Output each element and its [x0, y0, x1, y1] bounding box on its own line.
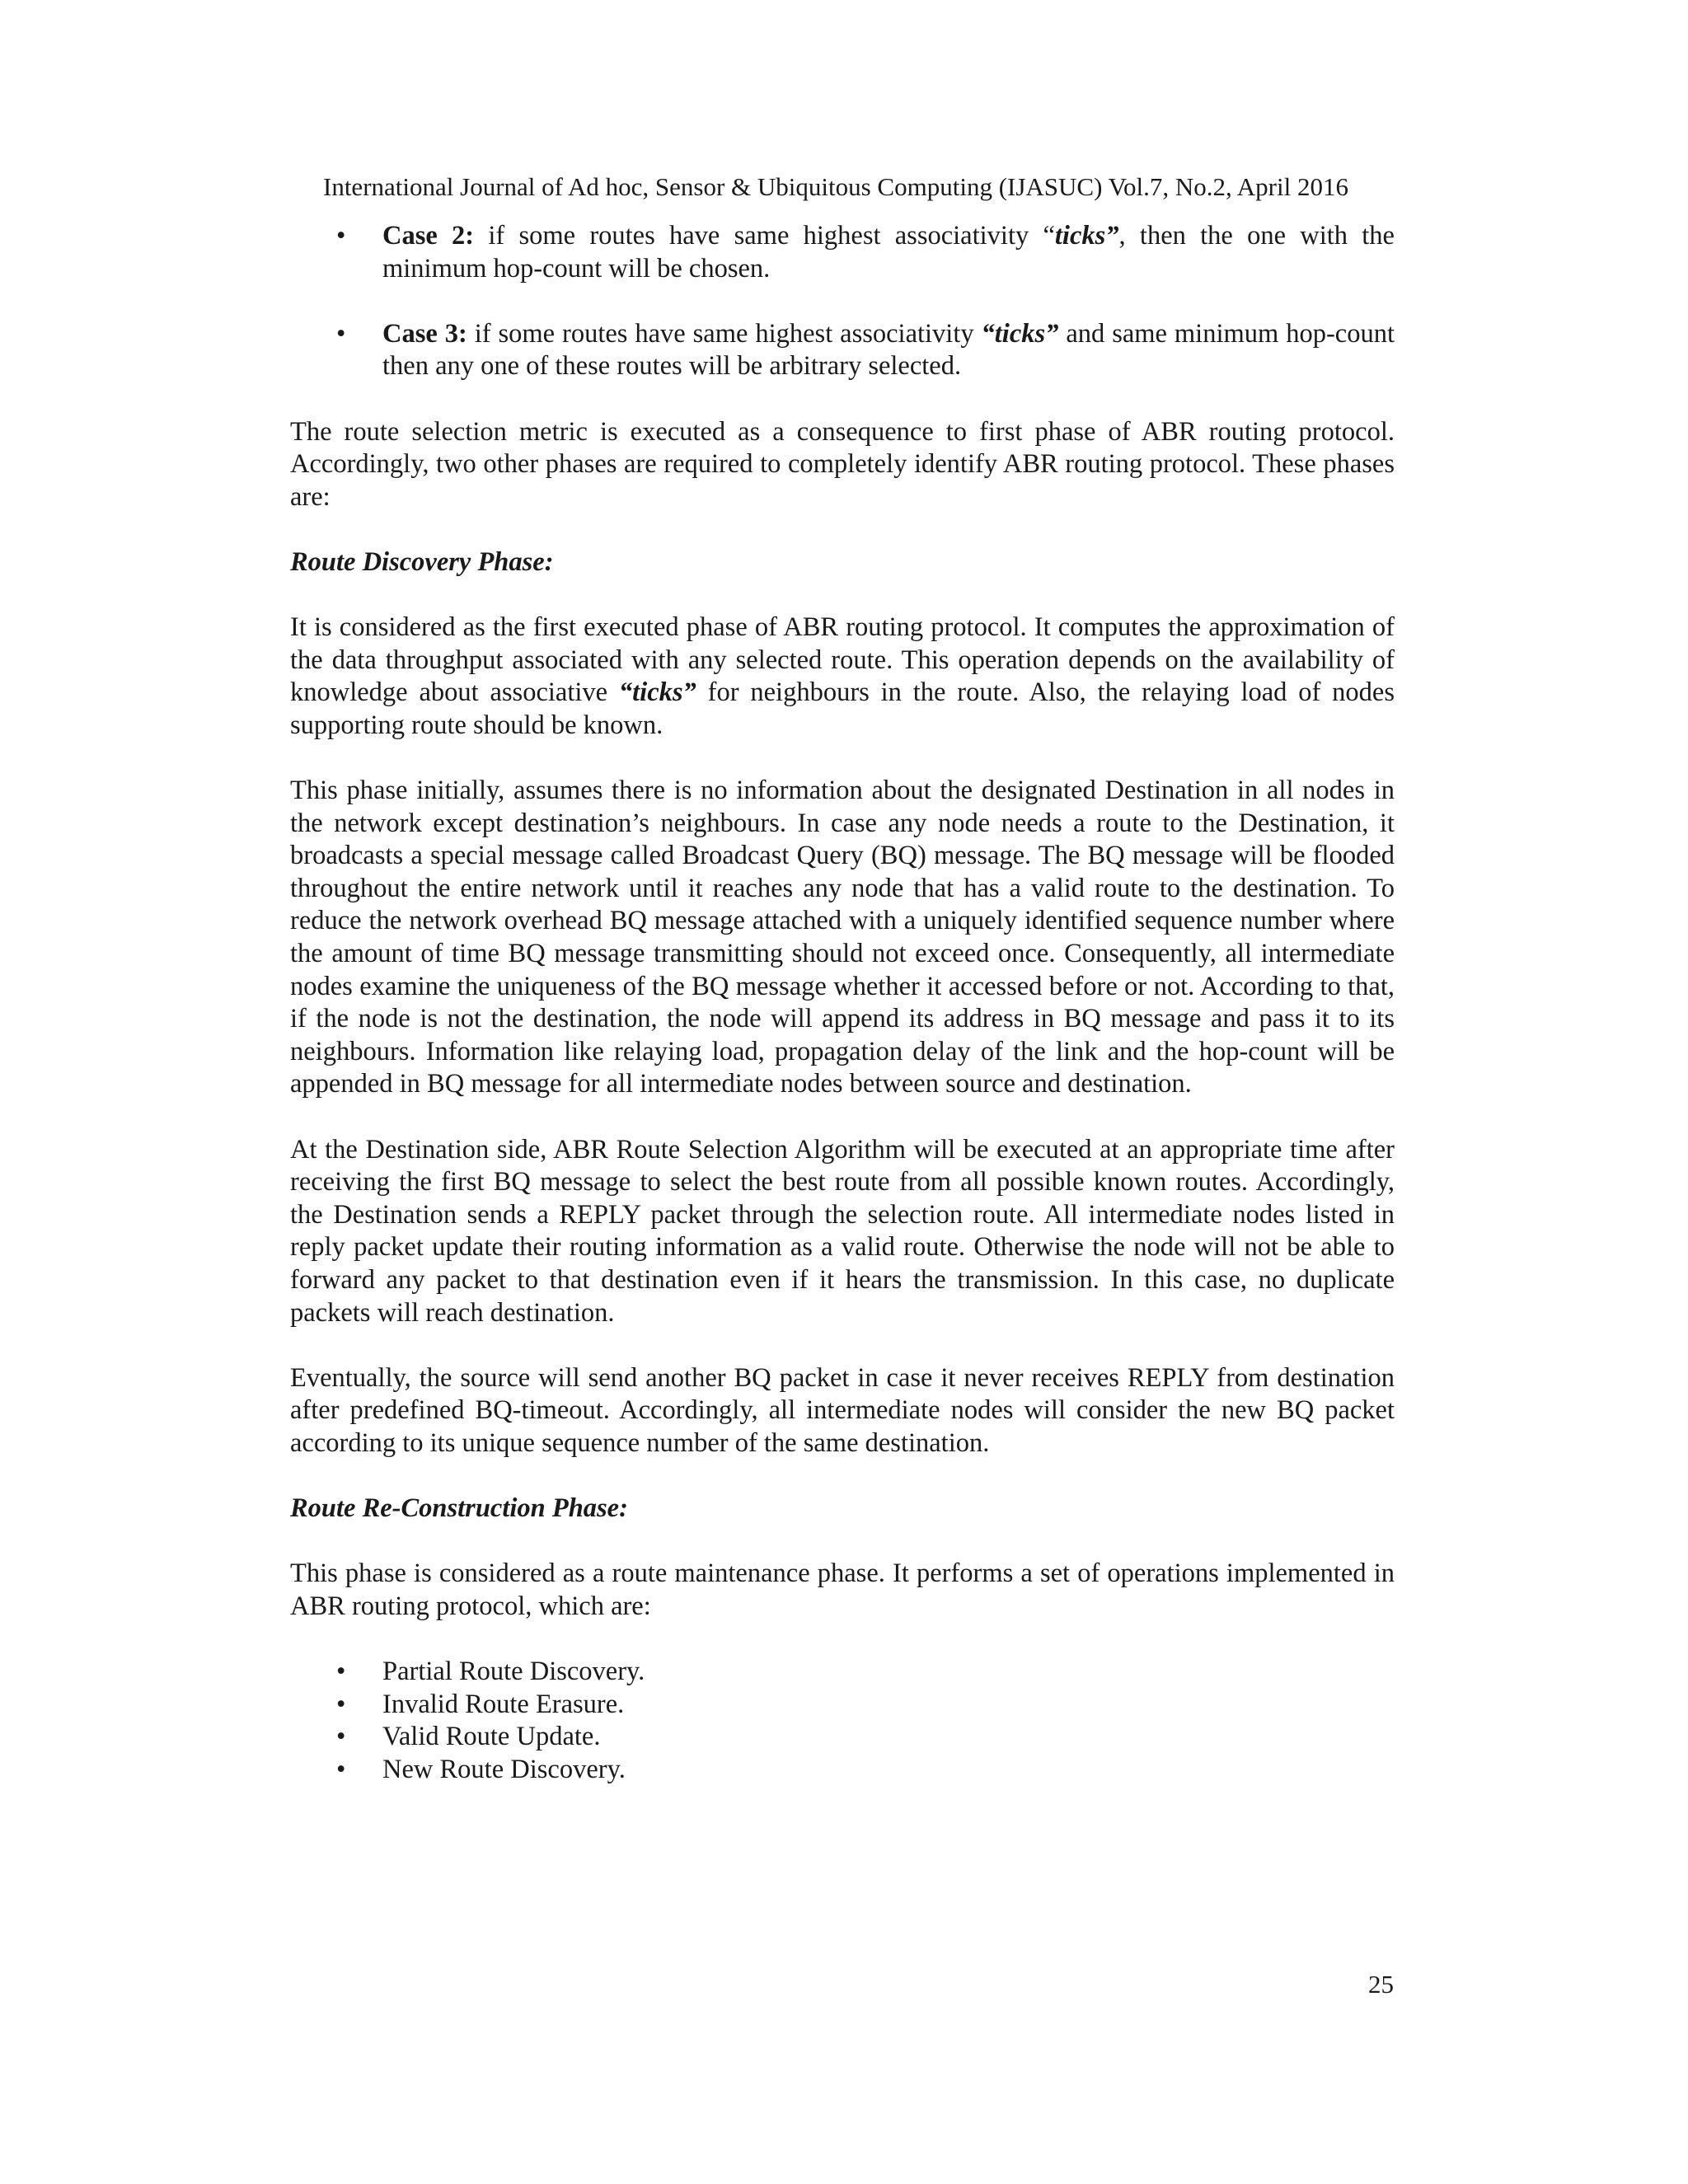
reconstruction-heading: Route Re-Construction Phase: — [290, 1493, 628, 1524]
route-discovery-heading: Route Discovery Phase: — [290, 546, 554, 577]
paragraph-text: for neighbours in the route. Also, the relaying load of nodes supporting route should be known. — [290, 677, 1395, 740]
body-text — [290, 220, 1395, 1787]
eventually-paragraph: Eventually, the source will send another BQ packet in case it never receives REPLY from destination after predefined BQ-timeout. Accordingly, all intermediate nodes will consider the new BQ packet according to its unique sequence number of the same destination. — [290, 1362, 1395, 1458]
destination-side-paragraph: At the Destination side, ABR Route Selection Algorithm will be executed at an appropriate time after receiving the first BQ message to select the best route from all possible known routes. Accordingly, the Destination sends a REPLY packet through the selection route. All intermediate nodes listed in reply packet update their routing information as a valid route. Otherwise the node will not be able to forward any packet to that destination even if it hears the transmission. In this case, no duplicate packets will reach destination. — [290, 1134, 1395, 1328]
operation-item — [290, 1656, 1395, 1689]
case-list — [290, 220, 1395, 383]
case-text: if some routes have same highest associativity — [467, 318, 982, 349]
bullet-icon: • — [336, 1689, 346, 1719]
case-item — [290, 220, 1395, 285]
operation-label: Valid Route Update. — [382, 1722, 601, 1752]
route-discovery-paragraph-2: This phase initially, assumes there is no information about the designated Destination in all nodes in the network except destination’s neighbours. In case any node needs a route to the Destination, it broadcasts a special message called Broadcast Query (BQ) message. The BQ message will be flooded throughout the entire network until it reaches any node that has a valid route to the destination. To reduce the network overhead BQ message attached with a uniquely identified sequence number where the amount of time BQ message transmitting should not exceed once. Consequently, all intermediate nodes examine the uniqueness of the BQ message whether it accessed before or not. According to that, if the node is not the destination, the node will append its address in BQ message and pass it to its neighbours. Information like relaying load, propagation delay of the link and the hop-count will be appended in BQ message for all intermediate nodes between source and destination. — [290, 776, 1395, 1099]
operation-item — [290, 1721, 1395, 1754]
operations-list — [290, 1656, 1395, 1786]
route-selection-paragraph: The route selection metric is executed as a consequence to first phase of ABR routing protocol. Accordingly, two other phases are required to completely identify ABR routing protocol. These phases are: — [290, 416, 1395, 512]
case-item — [290, 318, 1395, 383]
case-text: if some routes have same highest associativity “ — [474, 221, 1055, 251]
paragraph-emphasis: “ticks” — [618, 677, 696, 708]
bullet-icon: • — [336, 1722, 346, 1752]
page-number: 25 — [1368, 1970, 1394, 1999]
bullet-icon: • — [336, 1754, 346, 1784]
paragraph-text: It is considered as the first executed phase of ABR routing protocol. It computes the approximation of the data throughput associated with any selected route. This operation depends on the availability of knowledge about associative — [290, 612, 1395, 708]
operation-label: Partial Route Discovery. — [382, 1657, 645, 1687]
running-header: International Journal of Ad hoc, Sensor & Ubiquitous Computing (IJASUC) Vol.7, No.2, April 2016 — [323, 172, 1348, 201]
operation-label: New Route Discovery. — [382, 1754, 626, 1784]
case-text: , then the one with the minimum hop-count will be chosen. — [382, 221, 1395, 284]
case-label: Case 3: — [382, 318, 467, 349]
bullet-icon: • — [336, 1657, 346, 1687]
case-emphasis: “ticks” — [981, 318, 1059, 349]
case-label: Case 2: — [382, 221, 475, 251]
reconstruction-intro-paragraph: This phase is considered as a route maintenance phase. It performs a set of operations implemented in ABR routing protocol, which are: — [290, 1558, 1395, 1621]
bullet-icon: • — [336, 318, 346, 349]
case-text: and same minimum hop-count then any one of these routes will be arbitrary selected. — [382, 318, 1395, 382]
bullet-icon: • — [336, 221, 346, 251]
case-emphasis: ticks” — [1054, 221, 1119, 251]
operation-item — [290, 1754, 1395, 1787]
route-discovery-paragraph-1 — [290, 612, 1395, 742]
operation-item — [290, 1689, 1395, 1722]
operation-label: Invalid Route Erasure. — [382, 1689, 625, 1719]
